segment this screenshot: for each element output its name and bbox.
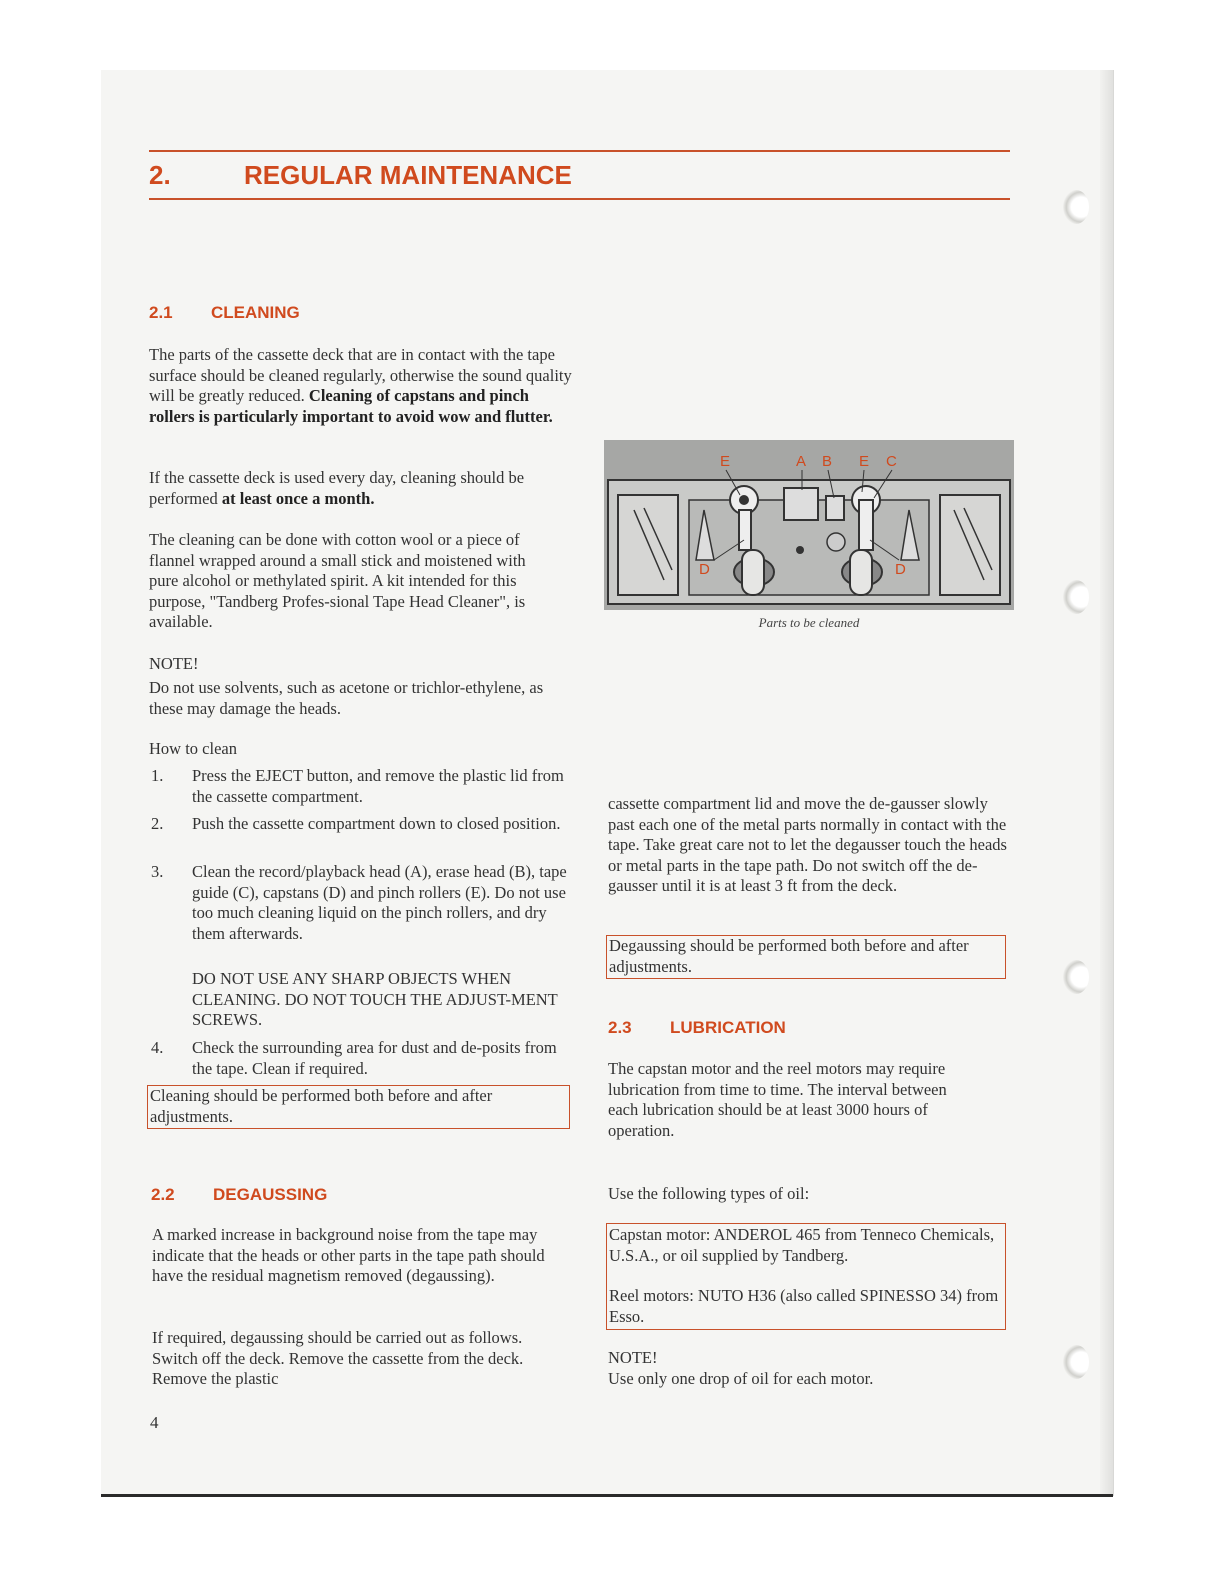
figure-label: C [886,453,897,470]
how-to-clean-heading: How to clean [149,739,237,758]
binder-hole [1063,960,1089,994]
chapter-title: REGULAR MAINTENANCE [244,160,572,190]
binder-hole [1063,580,1089,614]
section-number: 2.2 [151,1185,175,1204]
binder-hole [1063,190,1089,224]
section-title: CLEANING [211,303,300,322]
figure-label: D [699,561,710,578]
section-number: 2.3 [608,1018,632,1037]
figure-label: E [720,453,731,470]
section-title: DEGAUSSING [213,1185,328,1204]
deck-illustration [604,440,1014,610]
figure-label: D [895,561,906,578]
chapter-rule-top [149,150,1010,152]
degaussing-paragraph-1: A marked increase in background noise from the tape may indicate that the heads or other parts in the tape path should have the residual magnetism removed (degaussing). [152,1225,545,1285]
oil-types-box [606,1223,1006,1330]
page-edge [1100,70,1113,1496]
page-number: 4 [150,1413,159,1432]
figure-label: E [859,453,870,470]
figure-label: B [822,453,833,470]
note-text: Do not use solvents, such as acetone or trichlor-ethylene, as these may damage the heads. [149,678,544,718]
lubrication-note-text: Use only one drop of oil for each motor. [608,1369,874,1388]
chapter-number: 2. [149,160,171,190]
lubrication-note-title: NOTE! [608,1348,658,1367]
section-number: 2.1 [149,303,173,322]
chapter-rule-bottom [149,198,1010,200]
oil-reel-motors: Reel motors: NUTO H36 (also called SPINESSO 34) from Esso. [609,1286,999,1326]
oil-capstan-motor: Capstan motor: ANDEROL 465 from Tenneco Chemicals, U.S.A., or oil supplied by Tandberg. [609,1225,995,1265]
lubrication-paragraph-1: The capstan motor and the reel motors may require lubrication from time to time. The interval between each lubrication should be at least 3000 hours of operation. [608,1059,947,1140]
cleaning-paragraph-2: If the cassette deck is used every day, cleaning should be performed at least once a month. [149,468,525,508]
cleaning-note-box: Cleaning should be performed both before and after adjustments. [147,1085,570,1129]
page-bottom-edge [101,1494,1113,1497]
cleaning-paragraph-3: The cleaning can be done with cotton wool or a piece of flannel wrapped around a small stick and moistened with pure alcohol or methylated spirit. A kit intended for this purpose, "Tandberg Profes-sional Tape Head Cleaner", is available. [149,530,526,631]
cleaning-paragraph-1: The parts of the cassette deck that are in contact with the tape surface should be cleaned regularly, otherwise the sound quality will be greatly reduced. Cleaning of capstans and pinch rollers is particularly important to avoid wow and flutter. [149,345,572,426]
lubrication-paragraph-2: Use the following types of oil: [608,1184,810,1203]
section-title: LUBRICATION [670,1018,786,1037]
figure-label: A [796,453,807,470]
degaussing-paragraph-2: If required, degaussing should be carried out as follows. Switch off the deck. Remove the cassette from the deck. Remove the plastic [152,1328,524,1388]
cassette-deck-drawing [604,440,1014,610]
degaussing-note-box: Degaussing should be performed both before and after adjustments. [606,935,1006,979]
binder-hole [1063,1345,1089,1379]
note-title: NOTE! [149,654,199,673]
figure-caption: Parts to be cleaned [758,615,860,630]
degaussing-paragraph-3: cassette compartment lid and move the de-gausser slowly past each one of the metal parts normally in contact with the tape. Take great care not to let the degausser touch the heads or metal parts in the tape path. Do not switch off the de-gausser until it is at least 3 ft from the deck. [608,794,1007,895]
